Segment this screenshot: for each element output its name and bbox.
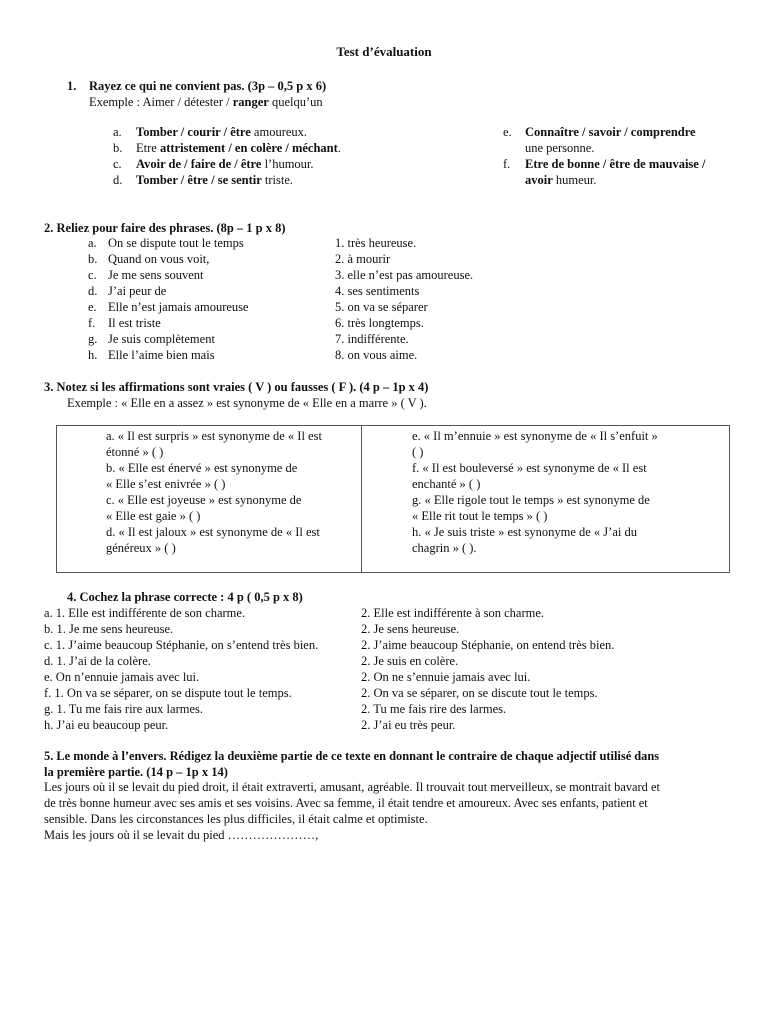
s4-left-h: h. J’ai eu beaucoup peur. — [44, 718, 169, 732]
s4-left-g: g. 1. Tu me fais rire aux larmes. — [44, 702, 204, 716]
section-1-example: Exemple : Aimer / détester / ranger quelqu’un — [89, 95, 323, 109]
s1-item-f-line2: avoir humeur. — [525, 173, 597, 187]
s3-right-line-4: enchanté » ( ) — [412, 477, 481, 491]
s3-left-line-4: « Elle s’est enivrée » ( ) — [106, 477, 226, 491]
s2-left-a-letter: a. — [88, 236, 97, 250]
s1-item-d: Tomber / être / se sentir triste. — [136, 173, 294, 187]
s1-item-a: Tomber / courir / être amoureux. — [136, 125, 308, 139]
s4-right-h: 2. J’ai eu très peur. — [361, 718, 456, 732]
s4-right-b: 2. Je sens heureuse. — [361, 622, 460, 636]
section-1-number: 1. — [67, 79, 77, 93]
s4-left-b: b. 1. Je me sens heureuse. — [44, 622, 174, 636]
s2-left-g-letter: g. — [88, 332, 98, 346]
s3-right-line-3: f. « Il est bouleversé » est synonyme de « Il est — [412, 461, 647, 475]
s1-item-f: Etre de bonne / être de mauvaise / — [525, 157, 706, 171]
section-4-heading: 4. Cochez la phrase correcte : 4 p ( 0,5 p x 8) — [67, 590, 303, 604]
s4-left-d: d. 1. J’ai de la colère. — [44, 654, 151, 668]
s4-right-e: 2. On ne s’ennuie jamais avec lui. — [361, 670, 531, 684]
page-title: Test d’évaluation — [336, 44, 432, 59]
s2-left-d-letter: d. — [88, 284, 98, 298]
s4-left-a: a. 1. Elle est indifférente de son charme. — [44, 606, 246, 620]
s1-item-c: Avoir de / faire de / être l’humour. — [136, 157, 314, 171]
s2-right-6: 6. très longtemps. — [335, 316, 424, 330]
section-5-heading-line-2: la première partie. (14 p – 1p x 14) — [44, 765, 228, 779]
s2-left-e-letter: e. — [88, 300, 97, 314]
s4-right-g: 2. Tu me fais rire des larmes. — [361, 702, 507, 716]
s1-item-e-line2: une personne. — [525, 141, 595, 155]
section-5-heading-line-1: 5. Le monde à l’envers. Rédigez la deuxième partie de ce texte en donnant le contraire de chaque adjectif utilisé dans — [44, 749, 660, 763]
s3-left-line-8: généreux » ( ) — [106, 541, 176, 555]
s4-left-c: c. 1. J’aime beaucoup Stéphanie, on s’entend très bien. — [44, 638, 319, 652]
s1-item-f-letter: f. — [503, 157, 511, 171]
s2-left-f-letter: f. — [88, 316, 96, 330]
s3-right-line-6: « Elle rit tout le temps » ( ) — [412, 509, 548, 523]
s1-item-a-letter: a. — [113, 125, 122, 139]
s2-right-4: 4. ses sentiments — [335, 284, 420, 298]
s2-left-h: Elle l’aime bien mais — [108, 348, 215, 362]
s1-item-b-letter: b. — [113, 141, 123, 155]
s2-left-c-letter: c. — [88, 268, 97, 282]
s1-item-d-letter: d. — [113, 173, 123, 187]
section-3-example: Exemple : « Elle en a assez » est synonyme de « Elle en a marre » ( V ). — [67, 396, 427, 410]
s4-left-e: e. On n’ennuie jamais avec lui. — [44, 670, 200, 684]
s2-right-1: 1. très heureuse. — [335, 236, 417, 250]
table-divider — [361, 426, 362, 572]
s3-left-line-7: d. « Il est jaloux » est synonyme de « Il est — [106, 525, 320, 539]
s4-left-f: f. 1. On va se séparer, on se dispute tout le temps. — [44, 686, 292, 700]
s2-left-b: Quand on vous voit, — [108, 252, 210, 266]
s4-right-c: 2. J’aime beaucoup Stéphanie, on entend très bien. — [361, 638, 615, 652]
s3-right-line-8: chagrin » ( ). — [412, 541, 477, 555]
section-2-heading: 2. Reliez pour faire des phrases. (8p – 1 p x 8) — [44, 221, 286, 235]
s3-right-line-5: g. « Elle rigole tout le temps » est synonyme de — [412, 493, 650, 507]
s2-left-c: Je me sens souvent — [108, 268, 204, 282]
s2-right-7: 7. indifférente. — [335, 332, 409, 346]
s2-left-g: Je suis complètement — [108, 332, 215, 346]
s4-right-d: 2. Je suis en colère. — [361, 654, 459, 668]
s3-right-line-1: e. « Il m’ennuie » est synonyme de « Il s’enfuit » — [412, 429, 658, 443]
s5-text-line-2: de très bonne humeur avec ses amis et ses voisins. Avec sa femme, il était tendre et amoureux. Avec ses enfants, patient et — [44, 796, 648, 810]
s3-left-line-1: a. « Il est surpris » est synonyme de « Il est — [106, 429, 322, 443]
s3-right-line-7: h. « Je suis triste » est synonyme de « J’ai du — [412, 525, 637, 539]
s5-text-line-3: sensible. Dans les circonstances les plus difficiles, il était calme et optimiste. — [44, 812, 428, 826]
s2-left-e: Elle n’est jamais amoureuse — [108, 300, 249, 314]
s2-left-a: On se dispute tout le temps — [108, 236, 244, 250]
s3-left-line-5: c. « Elle est joyeuse » est synonyme de — [106, 493, 302, 507]
section-3-heading: 3. Notez si les affirmations sont vraies ( V ) ou fausses ( F ). (4 p – 1p x 4) — [44, 380, 429, 394]
s3-left-line-3: b. « Elle est énervé » est synonyme de — [106, 461, 298, 475]
s4-right-f: 2. On va se séparer, on se discute tout le temps. — [361, 686, 598, 700]
s1-item-e: Connaître / savoir / comprendre — [525, 125, 696, 139]
s5-text-line-4: Mais les jours où il se levait du pied …………………, — [44, 828, 319, 842]
s2-right-5: 5. on va se séparer — [335, 300, 428, 314]
s2-left-f: Il est triste — [108, 316, 161, 330]
s1-item-c-letter: c. — [113, 157, 122, 171]
s2-right-3: 3. elle n’est pas amoureuse. — [335, 268, 474, 282]
s4-right-a: 2. Elle est indifférente à son charme. — [361, 606, 545, 620]
s1-item-b: Etre attristement / en colère / méchant. — [136, 141, 341, 155]
s2-left-d: J’ai peur de — [108, 284, 167, 298]
section-1-heading: Rayez ce qui ne convient pas. (3p – 0,5 p x 6) — [89, 79, 327, 93]
s5-text-line-1: Les jours où il se levait du pied droit, il était extraverti, amusant, agréable. Il trouvait tout merveilleux, se montrait bavard et — [44, 780, 660, 794]
s1-item-e-letter: e. — [503, 125, 512, 139]
s2-right-2: 2. à mourir — [335, 252, 391, 266]
s3-left-line-2: étonné » ( ) — [106, 445, 164, 459]
s2-left-h-letter: h. — [88, 348, 98, 362]
s3-right-line-2: ( ) — [412, 445, 424, 459]
s3-left-line-6: « Elle est gaie » ( ) — [106, 509, 201, 523]
s2-left-b-letter: b. — [88, 252, 98, 266]
s2-right-8: 8. on vous aime. — [335, 348, 418, 362]
